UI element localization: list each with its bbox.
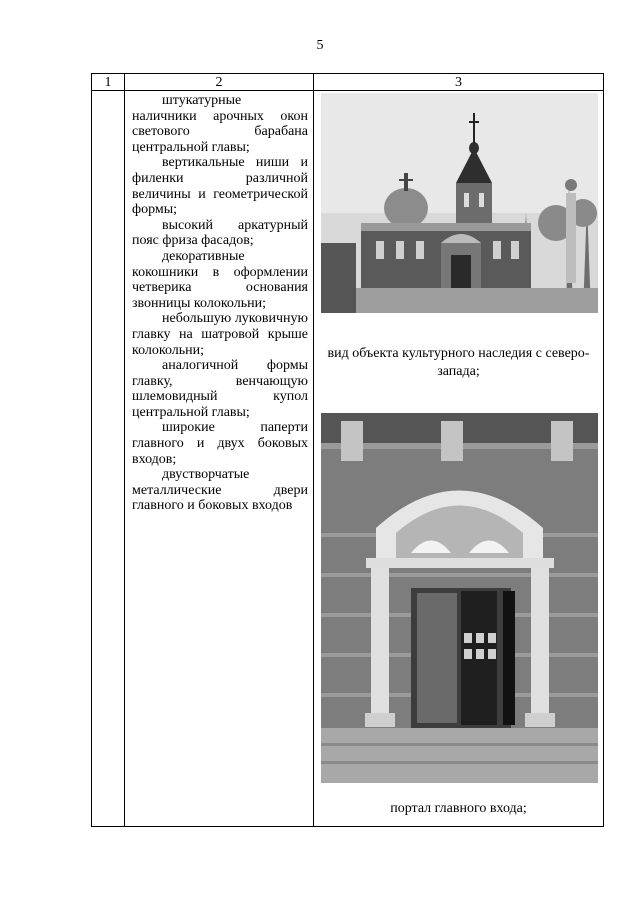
- header-col-1: 1: [92, 74, 125, 91]
- empty-cell: [92, 91, 125, 827]
- table-body-row: [92, 91, 604, 827]
- feature-item: аналогичной формы главку, венчающую шлемовидный купол центральной главы;: [132, 358, 308, 420]
- feature-item: высокий аркатурный пояс фриза фасадов;: [132, 217, 308, 249]
- photo-caption-portal: портал главного входа;: [390, 801, 527, 816]
- feature-item: двустворчатые металлические двери главного и боковых входов: [132, 467, 308, 514]
- table-header-row: [92, 74, 604, 91]
- features-cell: [125, 91, 314, 827]
- photos-cell: [314, 91, 604, 827]
- feature-item: штукатурные наличники арочных окон светового барабана центральной главы;: [132, 93, 308, 155]
- photo-caption-northwest: вид объекта культурного наследия с северо-запада;: [327, 346, 590, 379]
- church-northwest-photo: [321, 93, 598, 313]
- feature-item: декоративные кокошники в оформлении четверика основания звонницы колокольни;: [132, 248, 308, 311]
- main-portal-photo: [321, 413, 598, 783]
- feature-item: вертикальные ниши и филенки различной величины и геометрической формы;: [132, 155, 308, 218]
- page-number: 5: [316, 38, 324, 53]
- header-col-3: 3: [314, 74, 604, 91]
- heritage-table: [91, 73, 604, 827]
- header-col-2: 2: [125, 74, 314, 91]
- feature-item: небольшую луковичную главку на шатровой крыше колокольни;: [132, 311, 308, 358]
- feature-item: широкие паперти главного и двух боковых входов;: [132, 420, 308, 467]
